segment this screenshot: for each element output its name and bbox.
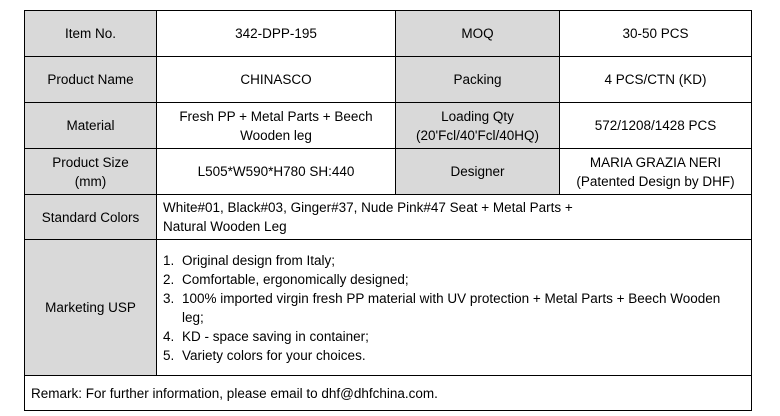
standard-colors-label: Standard Colors [25, 195, 157, 240]
usp-item-1 [163, 251, 745, 270]
loading-qty-label-line-1: Loading Qty [441, 108, 514, 124]
product-size-label-line-2: (mm) [74, 173, 107, 189]
item-no-value: 342-DPP-195 [157, 11, 396, 57]
usp-item-text: Variety colors for your choices. [182, 347, 366, 363]
row-material [25, 103, 752, 149]
loading-qty-label-line-2: (20'Fcl/40'Fcl/40HQ) [416, 127, 539, 143]
row-product-size [25, 149, 752, 195]
usp-item-number: 3. [163, 290, 175, 306]
row-standard-colors [25, 195, 752, 240]
marketing-usp-list [163, 251, 745, 365]
marketing-usp-value [157, 240, 752, 376]
packing-label: Packing [396, 57, 560, 103]
product-size-label-line-1: Product Size [52, 154, 129, 170]
moq-value: 30-50 PCS [560, 11, 752, 57]
usp-item-text: Original design from Italy; [182, 252, 336, 268]
usp-item-number: 2. [163, 271, 175, 287]
usp-item-5 [163, 346, 745, 365]
usp-item-2 [163, 270, 745, 289]
product-name-value: CHINASCO [157, 57, 396, 103]
marketing-usp-label: Marketing USP [25, 240, 157, 376]
usp-item-3 [163, 289, 745, 327]
designer-value-line-2: (Patented Design by DHF) [576, 173, 735, 189]
loading-qty-label [396, 103, 560, 149]
designer-value [560, 149, 752, 195]
material-value-line-1: Fresh PP + Metal Parts + Beech [179, 108, 373, 124]
row-marketing-usp [25, 240, 752, 376]
product-size-label [25, 149, 157, 195]
usp-item-text: Comfortable, ergonomically designed; [182, 271, 409, 287]
usp-item-number: 1. [163, 252, 175, 268]
item-no-label: Item No. [25, 11, 157, 57]
usp-item-text: KD - space saving in container; [182, 328, 369, 344]
row-item-no [25, 11, 752, 57]
usp-item-number: 5. [163, 347, 175, 363]
row-remark [25, 376, 752, 411]
row-product-name [25, 57, 752, 103]
packing-value: 4 PCS/CTN (KD) [560, 57, 752, 103]
standard-colors-line-2: Natural Wooden Leg [163, 219, 287, 234]
designer-label: Designer [396, 149, 560, 195]
moq-label: MOQ [396, 11, 560, 57]
product-name-label: Product Name [25, 57, 157, 103]
usp-item-text: 100% imported virgin fresh PP material with UV protection + Metal Parts + Beech Wooden leg; [182, 290, 721, 325]
standard-colors-line-1: White#01, Black#03, Ginger#37, Nude Pink#47 Seat + Metal Parts + [163, 200, 573, 215]
loading-qty-value: 572/1208/1428 PCS [560, 103, 752, 149]
material-value-line-2: Wooden leg [240, 127, 312, 143]
standard-colors-value [157, 195, 752, 240]
designer-value-line-1: MARIA GRAZIA NERI [589, 154, 722, 170]
product-size-value: L505*W590*H780 SH:440 [157, 149, 396, 195]
usp-item-number: 4. [163, 328, 175, 344]
spec-table [24, 10, 752, 411]
usp-item-4 [163, 327, 745, 346]
remark-text: Remark: For further information, please email to dhf@dhfchina.com. [25, 376, 752, 411]
material-value [157, 103, 396, 149]
material-label: Material [25, 103, 157, 149]
